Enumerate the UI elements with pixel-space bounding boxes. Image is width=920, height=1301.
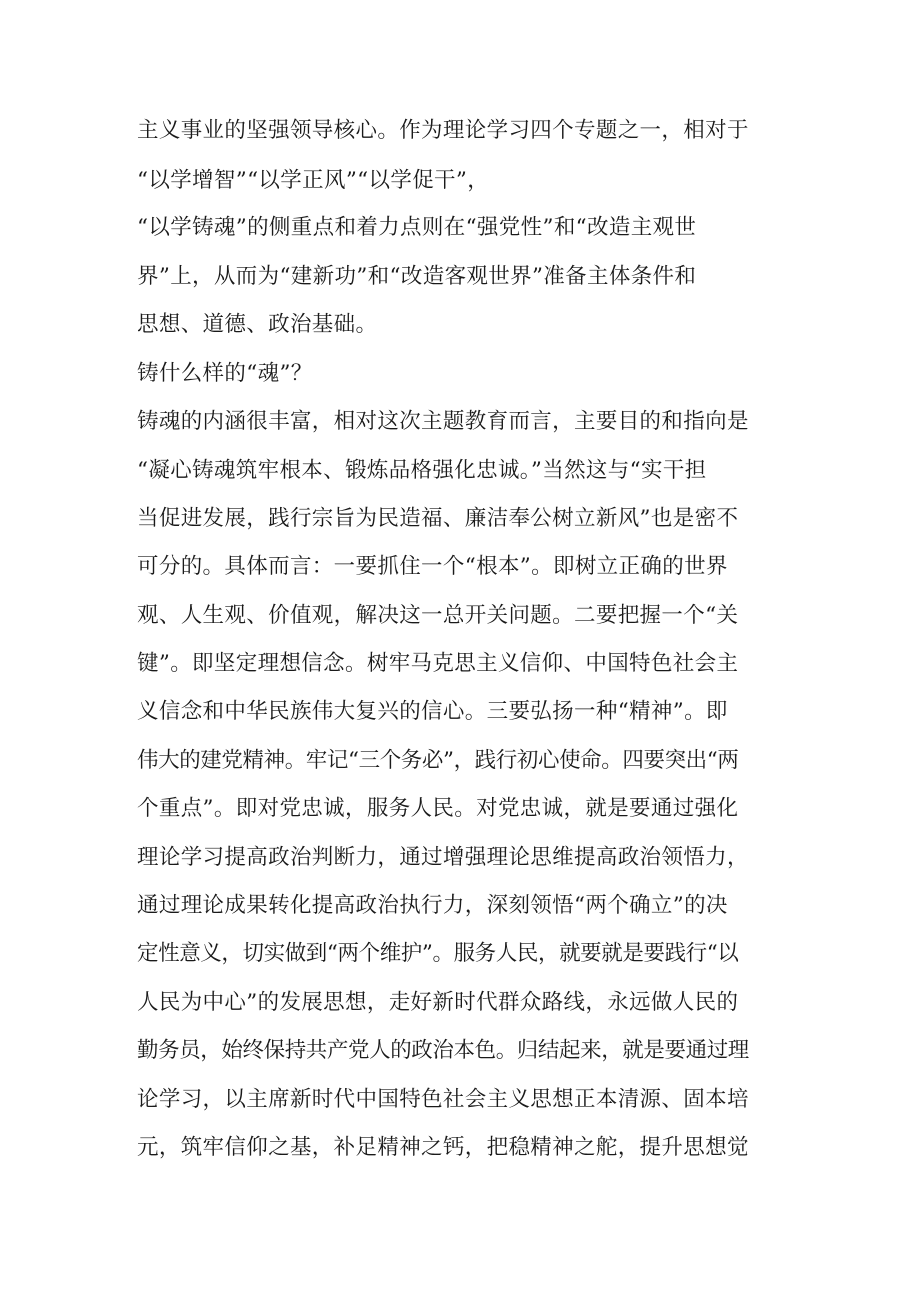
paragraph-line: 元，筑牢信仰之基，补足精神之钙，把稳精神之舵，提升思想觉 — [137, 1135, 749, 1160]
paragraph-line: 观、人生观、价值观，解决这一总开关问题。二要把握一个“关 — [137, 603, 739, 628]
paragraph-line: 主义事业的坚强领导核心。作为理论学习四个专题之一，相对于 — [137, 118, 749, 143]
paragraph-line: “以学增智”“以学正风”“以学促干”， — [137, 168, 490, 193]
paragraph-line: 论学习，以主席新时代中国特色社会主义思想正本清源、固本培 — [137, 1087, 749, 1112]
paragraph-line: 勤务员，始终保持共产党人的政治本色。归结起来，就是要通过理 — [137, 1038, 749, 1063]
paragraph-line: 理论学习提高政治判断力，通过增强理论思维提高政治领悟力， — [137, 845, 749, 870]
paragraph-line: 铸魂的内涵很丰富，相对这次主题教育而言，主要目的和指向是 — [137, 409, 749, 434]
paragraph-line: 可分的。具体而言：一要抓住一个“根本”。即树立正确的世界 — [137, 554, 728, 579]
paragraph-line: 定性意义，切实做到“两个维护”。服务人民，就要就是要践行“以 — [137, 941, 739, 966]
paragraph-line: 通过理论成果转化提高政治执行力，深刻领悟“两个确立”的决 — [137, 893, 728, 918]
section-heading: 铸什么样的“魂”？ — [137, 361, 313, 386]
paragraph-line: 当促进发展，践行宗旨为民造福、廉洁奉公树立新风”也是密不 — [137, 506, 739, 531]
paragraph-line: 个重点”。即对党忠诚，服务人民。对党忠诚，就是要通过强化 — [137, 796, 739, 821]
paragraph-line: 人民为中心”的发展思想，走好新时代群众路线，永远做人民的 — [137, 990, 739, 1015]
paragraph-line: “凝心铸魂筑牢根本、锻炼品格强化忠诚。”当然这与“实干担 — [137, 458, 707, 483]
paragraph-line: 思想、道德、政治基础。 — [137, 312, 378, 337]
paragraph-line: 界”上，从而为“建新功”和“改造客观世界”准备主体条件和 — [137, 264, 697, 289]
paragraph-line: “以学铸魂”的侧重点和着力点则在“强党性”和“改造主观世 — [137, 215, 697, 240]
paragraph-line: 键”。即坚定理想信念。树牢马克思主义信仰、中国特色社会主 — [137, 651, 739, 676]
paragraph-line: 义信念和中华民族伟大复兴的信心。三要弘扬一种“精神”。即 — [137, 699, 728, 724]
paragraph-line: 伟大的建党精神。牢记“三个务必”，践行初心使命。四要突出“两 — [137, 748, 739, 773]
